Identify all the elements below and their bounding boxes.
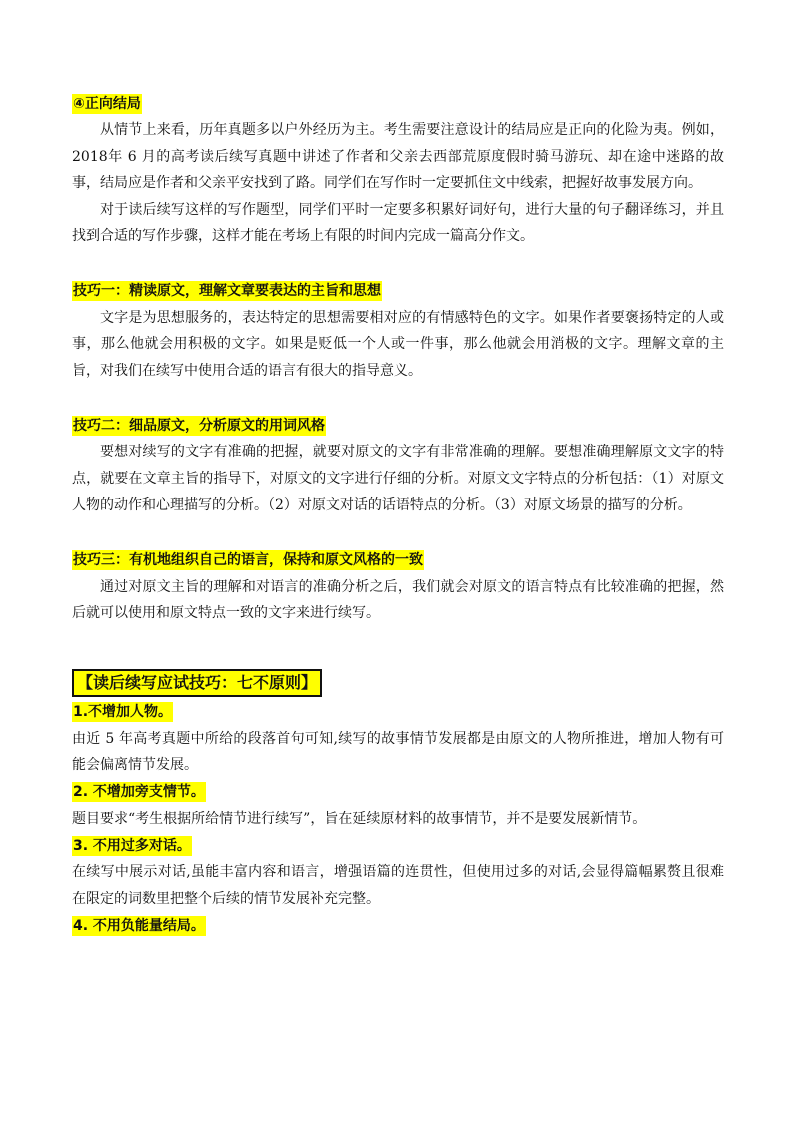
tip1-heading: 技巧一：精读原文，理解文章要表达的主旨和思想: [73, 283, 381, 299]
principle-3-heading-row: [72, 832, 724, 859]
tip3-heading: 技巧三：有机地组织自己的语言，保持和原文风格的一致: [73, 552, 423, 568]
tip3-paragraph: 通过对原文主旨的理解和对语言的准确分析之后，我们就会对原文的语言特点有比较准确的把握，然后就可以使用和原文特点一致的文字来进行续写。: [72, 578, 724, 621]
spacer: [72, 384, 724, 412]
principles-title-row: [72, 667, 724, 699]
section4-paragraph-2: 对于读后续写这样的写作题型，同学们平时一定要多积累好词好句，进行大量的句子翻译练习，并且找到合适的写作步骤，这样才能在考场上有限的时间内完成一篇高分作文。: [72, 201, 724, 244]
principle-3-text: 在续写中展示对话,虽能丰富内容和语言，增强语篇的连贯性，但使用过多的对话,会显得篇幅累赘且很难在限定的词数里把整个后续的情节发展补充完整。: [72, 864, 724, 907]
principle-1-heading-row: [72, 699, 724, 726]
principle-4-heading-row: [72, 912, 724, 939]
principle-1-heading: 1.不增加人物。: [73, 704, 173, 720]
spacer: [72, 627, 724, 667]
spacer: [72, 519, 724, 547]
principle-2-text: 题目要求“考生根据所给情节进行续写”，旨在延续原材料的故事情节，并不是要发展新情节。: [72, 810, 647, 827]
spacer: [72, 250, 724, 278]
section4-heading-row: [72, 90, 724, 117]
tip2-paragraph: 要想对续写的文字有准确的把握，就要对原文的文字有非常准确的理解。要想准确理解原文文字的特点，就要在文章主旨的指导下，对原文的文字进行仔细的分析。对原文文字特点的分析包括：（1）对原文人物的动作和心理描写的分析。（2）对原文对话的话语特点的分析。（3）对原文场景的描写的分析。: [72, 444, 724, 513]
tip1-heading-row: [72, 278, 724, 305]
principle-2-heading-row: [72, 779, 724, 806]
section4-paragraph-1: 从情节上来看，历年真题多以户外经历为主。考生需要注意设计的结局应是正向的化险为夷。例如，2018年 6 月的高考读后续写真题中讲述了作者和父亲去西部荒原度假时骑马游玩、却在途中迷路的故事，结局应是作者和父亲平安找到了路。同学们在写作时一定要抓住文中线索，把握好故事发展方向。: [72, 122, 724, 191]
tip2-heading: 技巧二：细品原文，分析原文的用词风格: [73, 417, 325, 434]
tip1-paragraph: 文字是为思想服务的，表达特定的思想需要相对应的有情感特色的文字。如果作者要褒扬特定的人或事，那么他就会用积极的文字。如果是贬低一个人或一件事，那么他就会用消极的文字。理解文章的主旨，对我们在续写中使用合适的语言有很大的指导意义。: [72, 309, 724, 379]
principles-title: 【读后续写应试技巧：七不原则】: [72, 669, 322, 697]
tip2-heading-row: [72, 412, 724, 439]
principle-4-heading: 4. 不用负能量结局。: [73, 917, 205, 934]
document-page: [72, 90, 724, 939]
tip3-heading-row: [72, 547, 724, 574]
principle-3-heading: 3. 不用过多对话。: [73, 837, 191, 854]
principle-2-heading: 2. 不增加旁支情节。: [73, 784, 205, 800]
section4-heading: ④正向结局: [73, 95, 141, 112]
principle-1-text: 由近 5 年高考真题中所给的段落首句可知,续写的故事情节发展都是由原文的人物所推进，增加人物有可能会偏离情节发展。: [72, 730, 724, 773]
